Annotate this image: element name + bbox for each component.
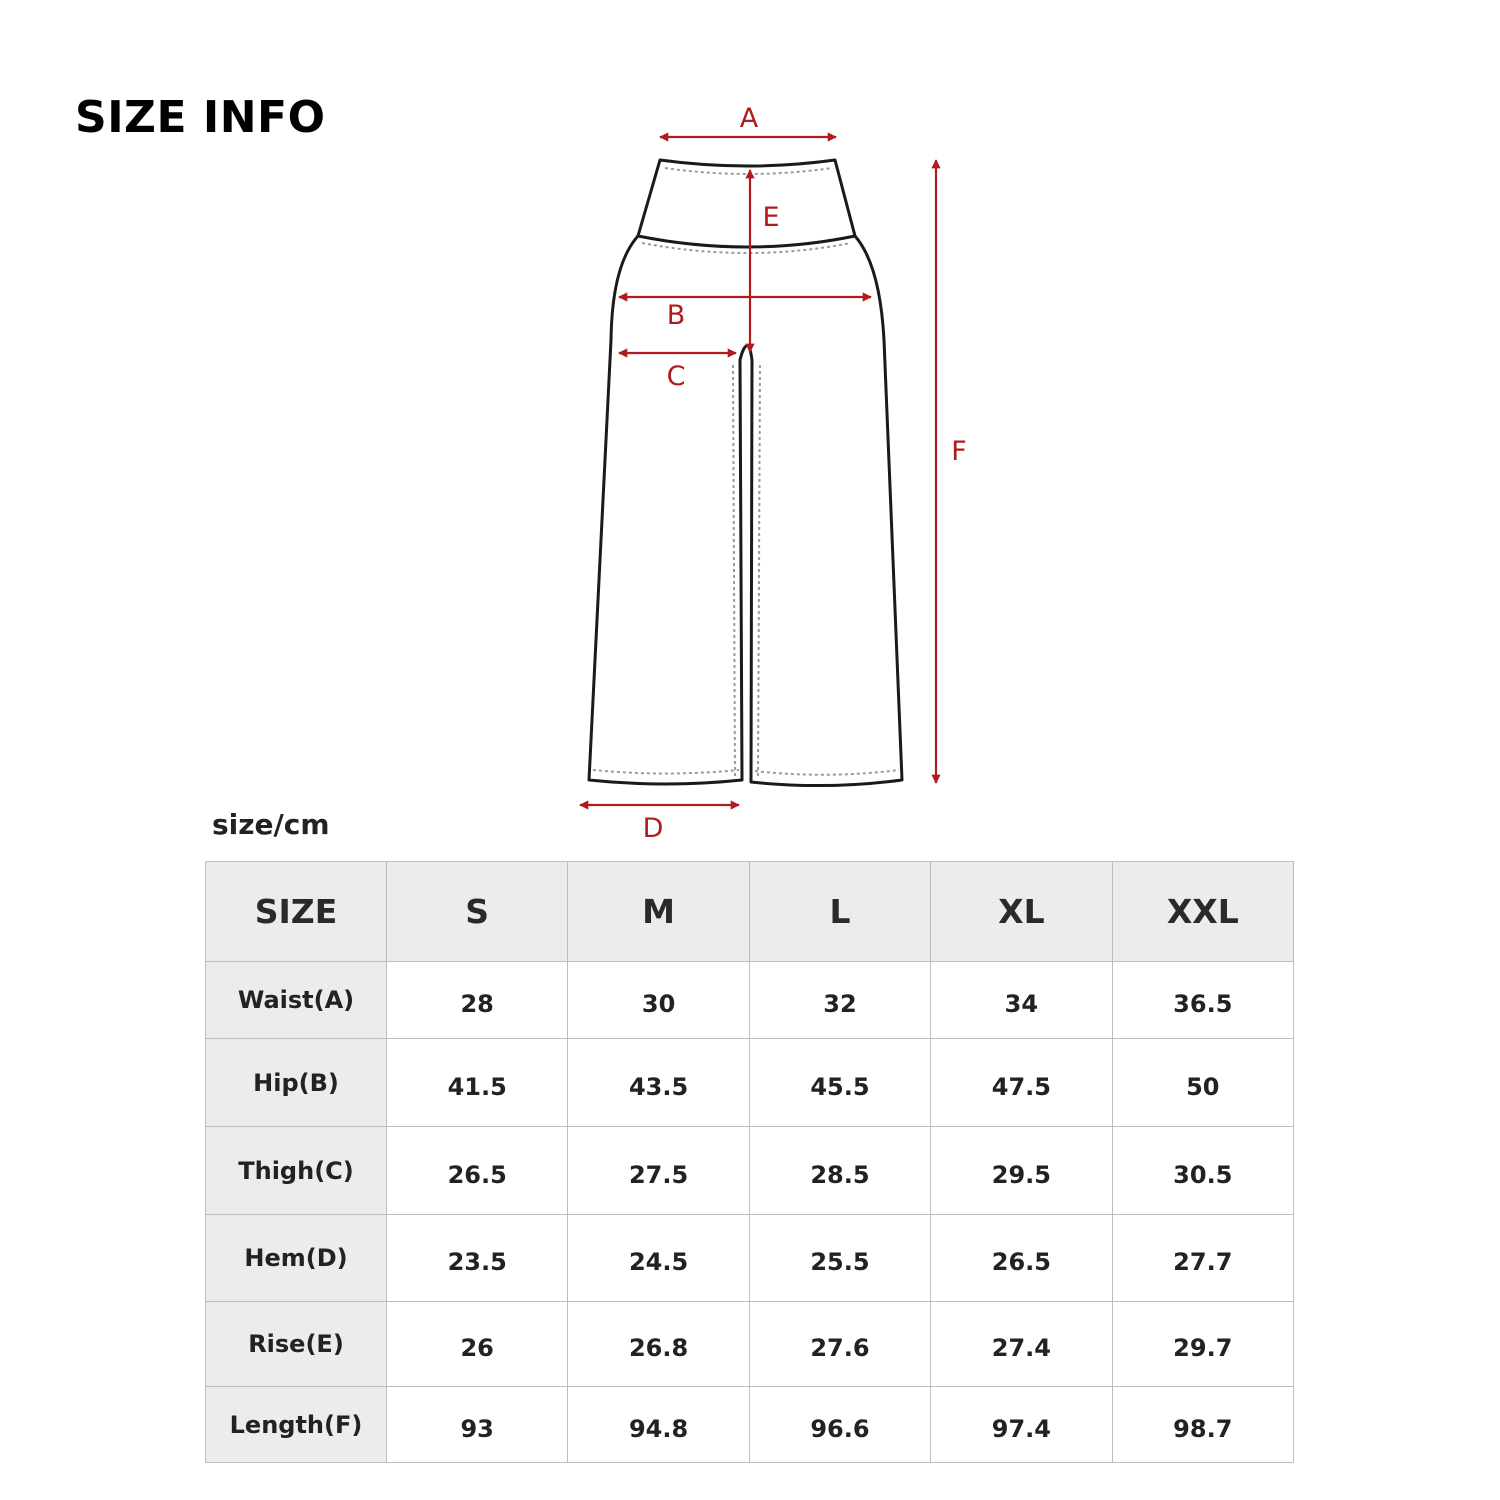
label-e: E [762,202,780,233]
table-header-row [206,862,1294,962]
row-label: Waist(A) [206,962,387,1039]
table-cell: 28.5 [749,1127,930,1215]
table-cell: 24.5 [568,1215,749,1302]
table-cell: 27.7 [1112,1215,1293,1302]
header-cell-xl: XL [931,862,1112,962]
row-label: Hem(D) [206,1215,387,1302]
table-cell: 29.7 [1112,1302,1293,1387]
header-cell-s: S [387,862,568,962]
table-cell: 30.5 [1112,1127,1293,1215]
row-label: Thigh(C) [206,1127,387,1215]
row-label: Hip(B) [206,1039,387,1127]
table-cell: 97.4 [931,1387,1112,1463]
table-cell: 94.8 [568,1387,749,1463]
table-cell: 30 [568,962,749,1039]
table-cell: 27.5 [568,1127,749,1215]
label-c: C [666,361,686,392]
label-f: F [951,436,967,467]
stitch-lines [593,168,899,778]
table-row [206,1127,1294,1215]
table-cell: 29.5 [931,1127,1112,1215]
table-cell: 25.5 [749,1215,930,1302]
row-label: Length(F) [206,1387,387,1463]
table-row [206,1039,1294,1127]
table-row [206,1387,1294,1463]
table-cell: 36.5 [1112,962,1293,1039]
row-label: Rise(E) [206,1302,387,1387]
table-cell: 23.5 [387,1215,568,1302]
header-cell-xxl: XXL [1112,862,1293,962]
size-chart-table [205,861,1294,1463]
table-row [206,1215,1294,1302]
label-d: D [642,813,664,844]
table-row [206,1302,1294,1387]
table-cell: 26.5 [931,1215,1112,1302]
table-cell: 93 [387,1387,568,1463]
table-cell: 96.6 [749,1387,930,1463]
table-cell: 50 [1112,1039,1293,1127]
table-cell: 26 [387,1302,568,1387]
table-cell: 47.5 [931,1039,1112,1127]
table-cell: 43.5 [568,1039,749,1127]
table-cell: 34 [931,962,1112,1039]
table-cell: 41.5 [387,1039,568,1127]
table-cell: 27.4 [931,1302,1112,1387]
header-cell-l: L [749,862,930,962]
measure-arrows [580,137,936,805]
header-cell-size: SIZE [206,862,387,962]
table-cell: 26.5 [387,1127,568,1215]
header-cell-m: M [568,862,749,962]
table-cell: 32 [749,962,930,1039]
table-cell: 27.6 [749,1302,930,1387]
table-row [206,962,1294,1039]
unit-label: size/cm [212,808,330,841]
label-b: B [666,300,686,331]
table-cell: 45.5 [749,1039,930,1127]
table-cell: 26.8 [568,1302,749,1387]
label-a: A [739,103,759,134]
right-leg-outline [748,236,902,786]
page-title: SIZE INFO [75,92,326,143]
table-cell: 98.7 [1112,1387,1293,1463]
table-cell: 28 [387,962,568,1039]
waistband-outline [638,160,855,247]
